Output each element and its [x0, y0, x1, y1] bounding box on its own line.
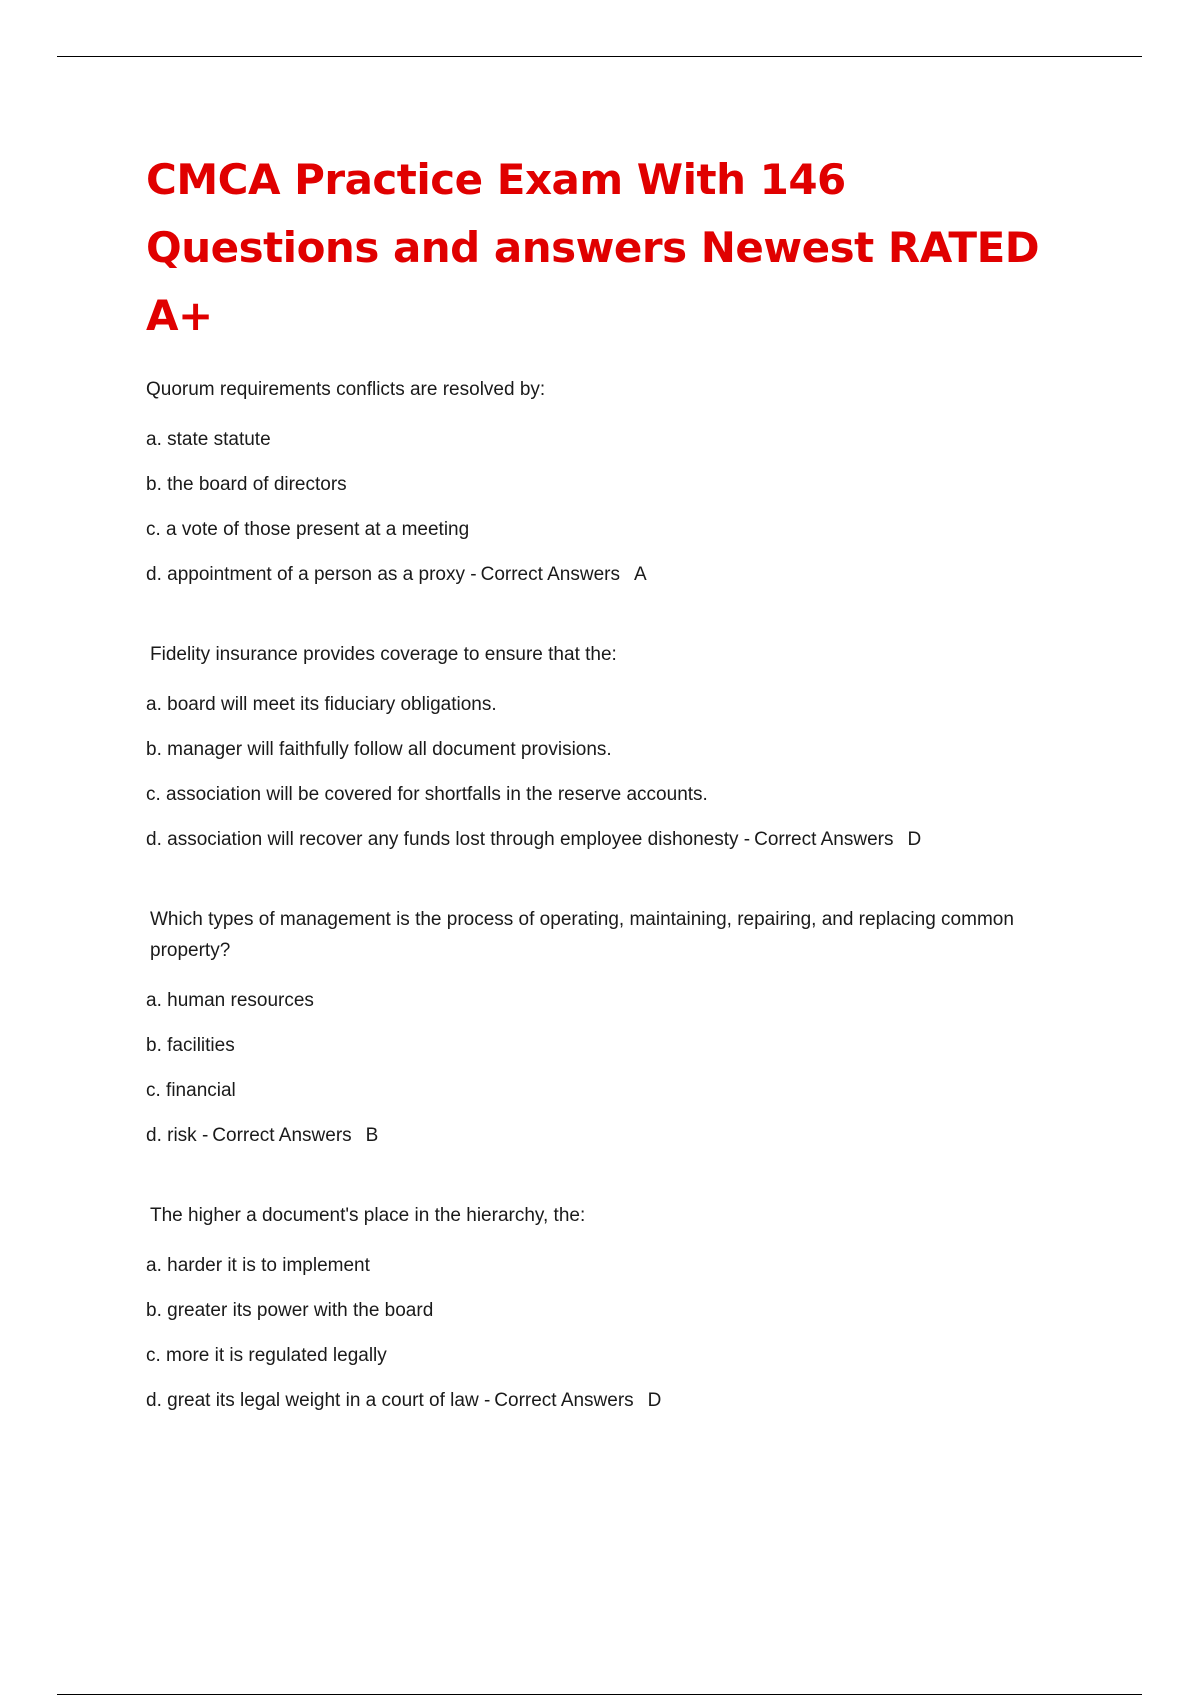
option-c: c. a vote of those present at a meeting: [146, 519, 470, 540]
correct-answer-letter: B: [365, 1125, 379, 1146]
question-text: Quorum requirements conflicts are resolved by:: [146, 379, 546, 400]
correct-answers-label: Correct Answers: [212, 1125, 352, 1146]
option-a: a. human resources: [146, 990, 314, 1011]
option-d-with-answer: [146, 817, 1086, 862]
correct-answers-label: Correct Answers: [494, 1390, 634, 1411]
correct-answer-letter: D: [907, 829, 922, 850]
question-2: [146, 639, 1086, 862]
option-c: c. association will be covered for shortfalls in the reserve accounts.: [146, 784, 708, 805]
document-body: [146, 146, 1086, 1465]
question-4: [146, 1200, 1086, 1423]
option-d: d. great its legal weight in a court of law -: [146, 1390, 491, 1411]
option-b: b. manager will faithfully follow all document provisions.: [146, 739, 612, 760]
correct-answers-label: Correct Answers: [754, 829, 894, 850]
correct-answers-label: Correct Answers: [480, 564, 620, 585]
option-d: d. association will recover any funds lost through employee dishonesty -: [146, 829, 751, 850]
option-d: d. risk -: [146, 1125, 209, 1146]
option-d-with-answer: [146, 552, 1086, 597]
option-b: b. facilities: [146, 1035, 235, 1056]
question-text: Which types of management is the process of operating, maintaining, repairing, and replacing common property?: [150, 909, 1014, 961]
option-a: a. harder it is to implement: [146, 1255, 370, 1276]
bottom-rule: [57, 1694, 1142, 1695]
option-b: b. greater its power with the board: [146, 1300, 434, 1321]
option-a: a. state statute: [146, 429, 271, 450]
option-c: c. more it is regulated legally: [146, 1345, 387, 1366]
document-title: CMCA Practice Exam With 146 Questions and answers Newest RATED A+: [146, 155, 1040, 340]
top-rule: [57, 56, 1142, 57]
option-a: a. board will meet its fiduciary obligations.: [146, 694, 497, 715]
question-text: Fidelity insurance provides coverage to ensure that the:: [150, 644, 617, 665]
option-c: c. financial: [146, 1080, 236, 1101]
question-1: [146, 374, 1086, 597]
option-b: b. the board of directors: [146, 474, 347, 495]
question-3: [146, 904, 1086, 1158]
correct-answer-letter: D: [647, 1390, 662, 1411]
option-d: d. appointment of a person as a proxy -: [146, 564, 477, 585]
correct-answer-letter: A: [633, 564, 647, 585]
option-d-with-answer: [146, 1378, 1086, 1423]
option-d-with-answer: [146, 1113, 1086, 1158]
question-text: The higher a document's place in the hierarchy, the:: [150, 1205, 586, 1226]
